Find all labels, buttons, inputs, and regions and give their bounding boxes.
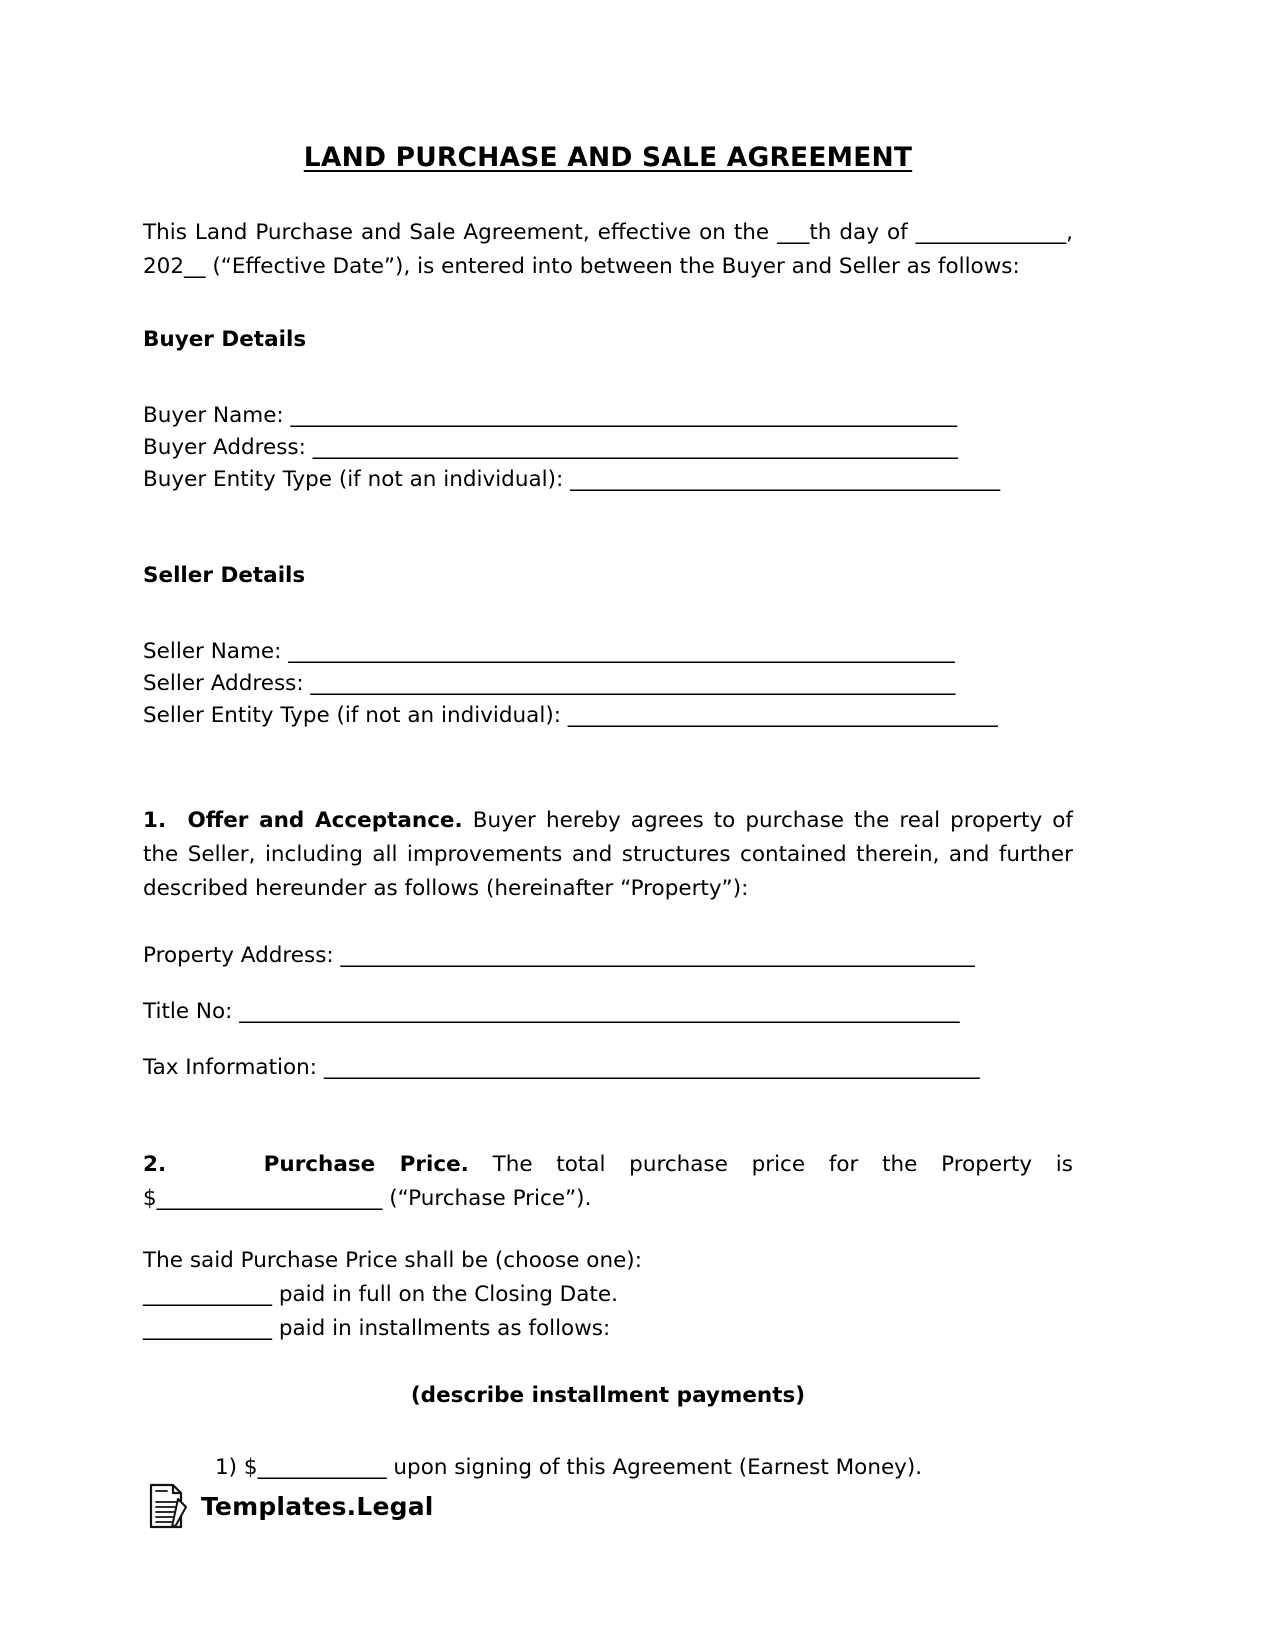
installment-caption: (describe installment payments) bbox=[410, 1382, 806, 1408]
page-title bbox=[143, 0, 1073, 174]
section-purchase-price-body: The total purchase price for the Property is $_____________________ (“Purchase Price”). bbox=[143, 1151, 1073, 1211]
page-title-text: LAND PURCHASE AND SALE AGREEMENT bbox=[303, 142, 913, 173]
section-purchase-price-heading: Purchase Price. bbox=[263, 1151, 469, 1177]
spacer bbox=[143, 284, 1073, 324]
spacer bbox=[143, 1028, 1073, 1052]
section-offer-body: Buyer hereby agrees to purchase the real property of the Seller, including all improvements and structures contained therein, and further described hereunder as follows (hereinafter “Property”): bbox=[143, 807, 1073, 901]
spacer bbox=[143, 906, 1073, 940]
spacer bbox=[143, 732, 1073, 804]
purchase-price-choose-line: The said Purchase Price shall be (choose one): bbox=[143, 1247, 642, 1273]
property-address-field[interactable]: Property Address: ___________________________________________________________ bbox=[143, 942, 975, 968]
buyer-name-field[interactable]: Buyer Name: ______________________________________________________________ bbox=[143, 402, 958, 428]
section-purchase-price bbox=[143, 1148, 1073, 1216]
buyer-details-heading: Buyer Details bbox=[143, 326, 307, 352]
buyer-entity-type-field[interactable]: Buyer Entity Type (if not an individual): ________________________________________ bbox=[143, 466, 1001, 492]
spacer bbox=[143, 1216, 1073, 1244]
installment-item-1[interactable]: 1) $____________ upon signing of this Agreement (Earnest Money). bbox=[215, 1454, 923, 1480]
section-offer-spacing bbox=[166, 808, 187, 833]
seller-name-field[interactable]: Seller Name: ______________________________________________________________ bbox=[143, 638, 955, 664]
intro-paragraph: This Land Purchase and Sale Agreement, effective on the ___th day of ______________, 202__ (“Effective Date”), is entered into between the Buyer and Seller as follows: bbox=[143, 219, 1073, 279]
seller-entity-type-field[interactable]: Seller Entity Type (if not an individual): ________________________________________ bbox=[143, 702, 998, 728]
section-offer-number: 1. bbox=[143, 807, 167, 833]
purchase-option-installments[interactable]: ____________ paid in installments as follows: bbox=[143, 1315, 611, 1341]
purchase-option-paid-in-full[interactable]: ____________ paid in full on the Closing Date. bbox=[143, 1281, 618, 1307]
spacer bbox=[143, 356, 1073, 400]
brand-footer bbox=[148, 1483, 434, 1529]
section-offer-heading: Offer and Acceptance. bbox=[187, 807, 463, 833]
document-content bbox=[143, 0, 1073, 1484]
tax-information-field[interactable]: Tax Information: _____________________________________________________________ bbox=[143, 1054, 980, 1080]
section-purchase-price-spacing bbox=[166, 1152, 264, 1177]
spacer bbox=[143, 592, 1073, 636]
title-no-field[interactable]: Title No: ___________________________________________________________________ bbox=[143, 998, 960, 1024]
spacer bbox=[143, 496, 1073, 560]
spacer bbox=[143, 1346, 1073, 1380]
section-purchase-price-number: 2. bbox=[143, 1151, 167, 1177]
seller-address-field[interactable]: Seller Address: ____________________________________________________________ bbox=[143, 670, 956, 696]
brand-name: Templates.Legal bbox=[201, 1491, 434, 1521]
spacer bbox=[143, 1084, 1073, 1148]
section-offer-and-acceptance bbox=[143, 804, 1073, 906]
spacer bbox=[143, 1412, 1073, 1452]
seller-details-heading: Seller Details bbox=[143, 562, 306, 588]
spacer bbox=[143, 972, 1073, 996]
document-pen-icon bbox=[148, 1483, 188, 1529]
buyer-address-field[interactable]: Buyer Address: ____________________________________________________________ bbox=[143, 434, 958, 460]
